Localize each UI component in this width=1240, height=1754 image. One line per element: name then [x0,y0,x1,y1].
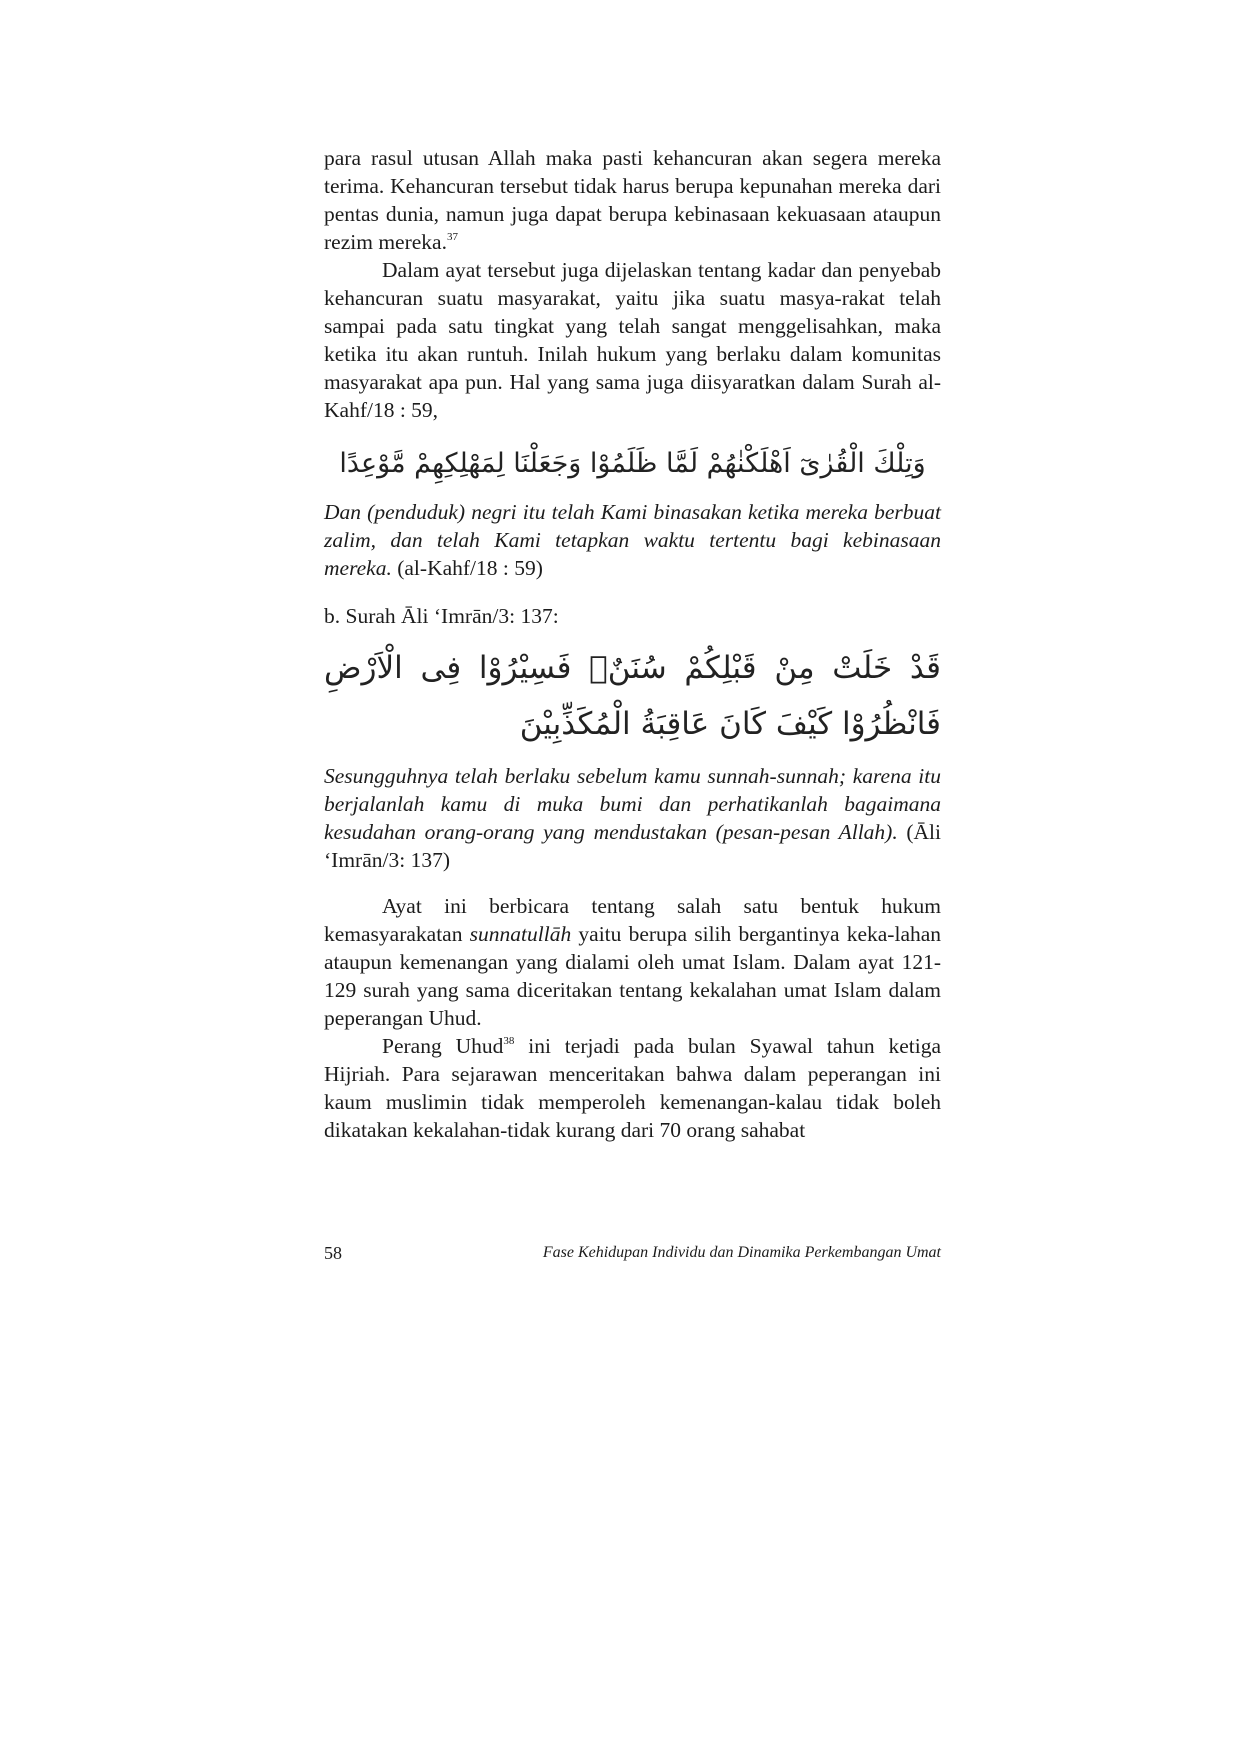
footnote-ref-37[interactable]: 37 [446,231,458,243]
paragraph-2: Dalam ayat tersebut juga dijelaskan tentang kadar dan penyebab kehancuran suatu masyarakat, yaitu jika suatu masya-rakat telah sampai pada satu tingkat yang telah sangat menggelisahkan, maka ketika itu akan runtuh. Inilah hukum yang berlaku dalam komunitas masyarakat apa pun. Hal yang sama juga diisyaratkan dalam Surah al-Kahf/18 : 59, [324,258,941,422]
paragraph-4: Perang Uhud$^{38}$ ini terjadi pada bulan Syawal tahun ketiga Hijriah. Para sejarawan menceritakan bahwa dalam peperangan ini kaum muslimin tidak memperoleh kemenangan-kalau tidak boleh dikatakan kekalahan-tidak kurang dari 70 orang sahabat [324,1034,942,1142]
section-heading-b: b. Surah Āli ‘Imrān/3: 137: [324,604,559,628]
arabic-verse-al-kahf: وَتِلْكَ الْقُرٰىٓ اَهْلَكْنٰهُمْ لَمَّا ظَلَمُوْا وَجَعَلْنَا لِمَهْلِكِهِمْ مَّوْعِدًا [339,448,926,479]
translation-ali-imran: Sesungguhnya telah berlaku sebelum kamu sunnah-sunnah; karena itu berjalanlah kamu di muka bumi dan perhatikanlah bagaimana kesudahan orang-orang yang mendustakan (pesan-pesan Allah). (Āli ‘Imrān/3: 137) [324,764,941,872]
page-body [324,144,941,1144]
term-sunnatullah: sunnatullāh [469,922,572,946]
page-footer [324,1240,941,1266]
paragraph-1: para rasul utusan Allah maka pasti kehancuran akan segera mereka terima. Kehancuran tersebut tidak harus berupa kepunahan mereka dari pentas dunia, namun juga dapat berupa kebinasaan kekuasaan ataupun rezim mereka.$^{37}$ [324,146,941,254]
verse-reference: (al-Kahf/18 : 59) [397,556,543,580]
verse-reference: (Āli ‘Imrān/3: 137) [324,820,941,872]
running-title: Fase Kehidupan Individu dan Dinamika Perkembangan Umat [542,1244,941,1261]
footnote-ref-38[interactable]: 38 [503,1035,515,1047]
page-number: 58 [324,1243,342,1263]
arabic-verse-ali-imran: قَدْ خَلَتْ مِنْ قَبْلِكُمْ سُنَنٌۙ فَسِيْرُوْا فِى الْاَرْضِ فَانْظُرُوْا كَيْفَ كَانَ عَاقِبَةُ الْمُكَذِّبِيْنَ [324,650,941,742]
paragraph-3: Ayat ini berbicara tentang salah satu bentuk hukum kemasyarakatan sunnatullāh yaitu berupa silih bergantinya keka-lahan ataupun kemenangan yang dialami oleh umat Islam. Dalam ayat 121-129 surah yang sama diceritakan tentang kekalahan umat Islam dalam peperangan Uhud. [324,894,942,1030]
translation-al-kahf: Dan (penduduk) negri itu telah Kami binasakan ketika mereka berbuat zalim, dan telah Kami tetapkan waktu tertentu bagi kebinasaan mereka. (al-Kahf/18 : 59) [324,500,941,580]
